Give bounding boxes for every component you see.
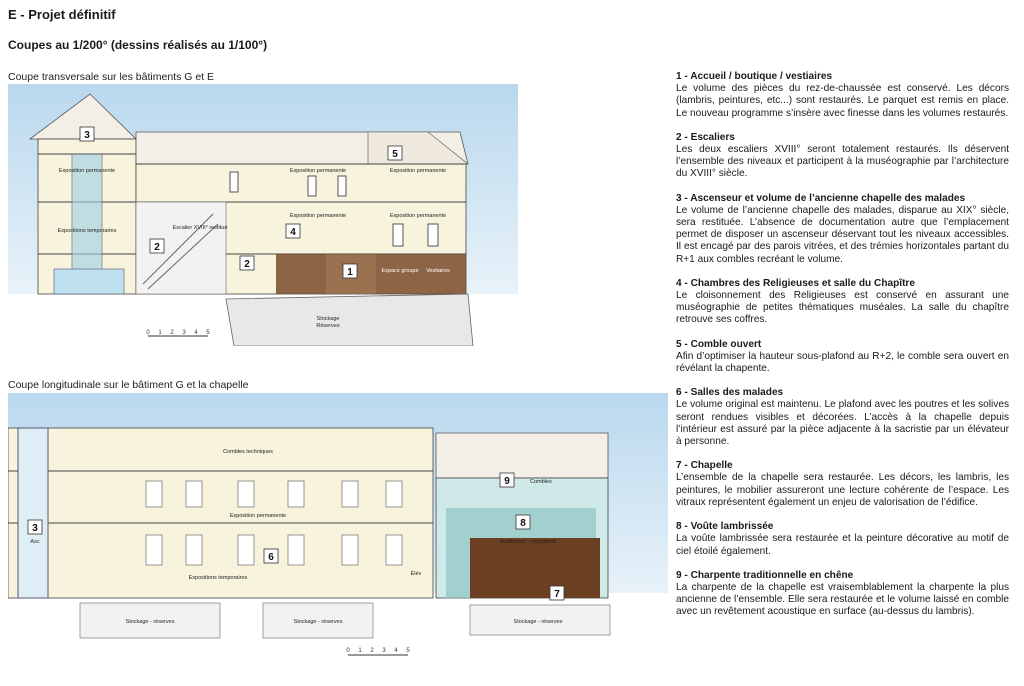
note-8 (676, 521, 1009, 558)
svg-text:5: 5 (406, 648, 410, 654)
note-body: La voûte lambrissée sera restaurée et la peinture décorative au motif de ciel étoilé également. (676, 533, 1009, 557)
marker-3-long: 3 (32, 523, 38, 534)
label-asc: Asc (30, 539, 40, 545)
label-reserves: Réserves (316, 323, 340, 329)
svg-text:2: 2 (170, 330, 174, 336)
note-title: 4 - Chambres des Religieuses et salle du Chapître (676, 277, 915, 289)
note-7 (676, 460, 1009, 509)
label-espace-groupe: Espace groupe (381, 268, 419, 274)
label-expo-perm-right: Exposition permanente (389, 168, 447, 174)
label-elev: Élév (410, 571, 422, 577)
label-expo-perm-left: Exposition permanente (58, 168, 116, 174)
note-9 (676, 570, 1009, 619)
page-title: E - Projet définitif (8, 7, 116, 22)
note-title: 6 - Salles des malades (676, 387, 784, 399)
label-escalier: Escalier XVIII° restitué (172, 225, 228, 231)
note-body: L’ensemble de la chapelle sera restaurée. Les décors, les lambris, les peintures, le mobilier assureront une lecture cohérente de l’espace. Les vitraux représentent également un enjeu de valorisation de l’édifice. (676, 472, 1009, 508)
note-3 (676, 193, 1009, 266)
svg-text:3: 3 (382, 648, 386, 654)
note-title: 8 - Voûte lambrissée (676, 521, 774, 533)
note-body: Les deux escaliers XVIII° seront totalement restaurés. Ils déservent l’ensemble des niveaux et participent à la muséographie par l’architecture du XVIII° siècle. (676, 144, 1009, 180)
page-subtitle: Coupes au 1/200° (dessins réalisés au 1/100°) (8, 38, 268, 52)
marker-2: 2 (154, 242, 160, 253)
svg-text:0: 0 (346, 648, 350, 654)
note-body: Afin d’optimiser la hauteur sous-plafond au R+2, le comble sera ouvert en révélant la chapente. (676, 350, 1009, 375)
marker-6: 6 (268, 552, 274, 563)
marker-7: 7 (554, 589, 560, 600)
label-auditorium: Auditorium - réceptions (499, 539, 557, 545)
svg-text:1: 1 (358, 648, 362, 654)
note-body: La charpente de la chapelle est vraisemblablement la charpente la plus ancienne de l’ensemble. Elle sera restaurée et le volume laissé en comble avec un revêtement acoustique en surface (au-dessus du lambris). (676, 581, 1009, 618)
note-4 (676, 278, 1009, 327)
coupe-longitudinale-drawing (8, 393, 668, 663)
marker-1: 1 (347, 267, 353, 278)
marker-5: 5 (392, 149, 398, 160)
marker-4: 4 (290, 227, 296, 238)
coupe-transversale-drawing (8, 84, 518, 346)
svg-text:1: 1 (158, 330, 162, 336)
svg-text:5: 5 (206, 330, 210, 336)
note-title: 3 - Ascenseur et volume de l’ancienne chapelle des malades (676, 192, 966, 204)
label-stockage-1: Stockage - réserves (125, 619, 175, 625)
label-expo-perm-mid2: Exposition permanente (289, 213, 347, 219)
note-title: 9 - Charpente traditionnelle en chêne (676, 569, 854, 581)
note-title: 2 - Escaliers (676, 131, 735, 143)
marker-9: 9 (504, 476, 510, 487)
svg-text:0: 0 (146, 330, 150, 336)
svg-text:2: 2 (370, 648, 374, 654)
note-2 (676, 132, 1009, 181)
label-expo-perm-long: Exposition permanente (229, 513, 287, 519)
label-stockage-2: Stockage - réserves (293, 619, 343, 625)
marker-3: 3 (84, 130, 90, 141)
note-title: 1 - Accueil / boutique / vestiaires (676, 71, 833, 82)
note-body: Le volume de l’ancienne chapelle des malades, disparue au XIX° siècle, sera restituée. L’absence de documentation autre que l’emplacement permet de disposer un ascenseur déservant tout les niveaux accessibles. Il est encagé par des parois vitrées, et des trémies horizontales partant du R+1 aux combles recréant le volume. (676, 204, 1009, 265)
caption-coupe-longitudinale: Coupe longitudinale sur le bâtiment G et la chapelle (8, 379, 249, 391)
label-expo-perm-right2: Exposition permanente (389, 213, 447, 219)
note-body: Le cloisonnement des Religieuses est conservé en assurant une muséographie de petites thématiques muséales. La salle du chapître retrouve ses coffres. (676, 290, 1009, 326)
svg-text:4: 4 (394, 648, 398, 654)
svg-text:4: 4 (194, 330, 198, 336)
label-combles: Combles (530, 479, 552, 485)
label-vestiaires: Vestiaires (426, 268, 450, 274)
svg-text:3: 3 (182, 330, 186, 336)
note-body: Le volume des pièces du rez-de-chaussée est conservé. Les décors (lambris, peintures, etc...) sont restaurés. Le parquet est remis en place. Le nouveau programme s’insère avec finesse dans les volumes restaurés. (676, 83, 1009, 119)
notes-column (676, 71, 1009, 631)
marker-2b: 2 (244, 259, 250, 270)
note-body: Le volume original est maintenu. Le plafond avec les poutres et les solives seront rendues visibles et décorées. L’accès à la chapelle depuis l’intérieur est assuré par la pièce adjacente à la sacristie par un élévateur à personne. (676, 399, 1009, 448)
label-stockage-3: Stockage - réserves (513, 619, 563, 625)
note-6 (676, 387, 1009, 448)
label-expo-temp-left: Expositions temporaires (57, 228, 117, 234)
note-title: 5 - Comble ouvert (676, 338, 762, 350)
label-expo-temp-long: Expositions temporaires (188, 575, 248, 581)
label-combles-techniques: Combles techniques (223, 449, 273, 455)
marker-8: 8 (520, 518, 526, 529)
label-stockage: Stockage (316, 316, 340, 322)
note-1 (676, 71, 1009, 120)
label-expo-perm-mid: Exposition permanente (289, 168, 347, 174)
note-5 (676, 339, 1009, 376)
note-title: 7 - Chapelle (676, 460, 733, 472)
caption-coupe-transversale: Coupe transversale sur les bâtiments G et E (8, 71, 215, 83)
